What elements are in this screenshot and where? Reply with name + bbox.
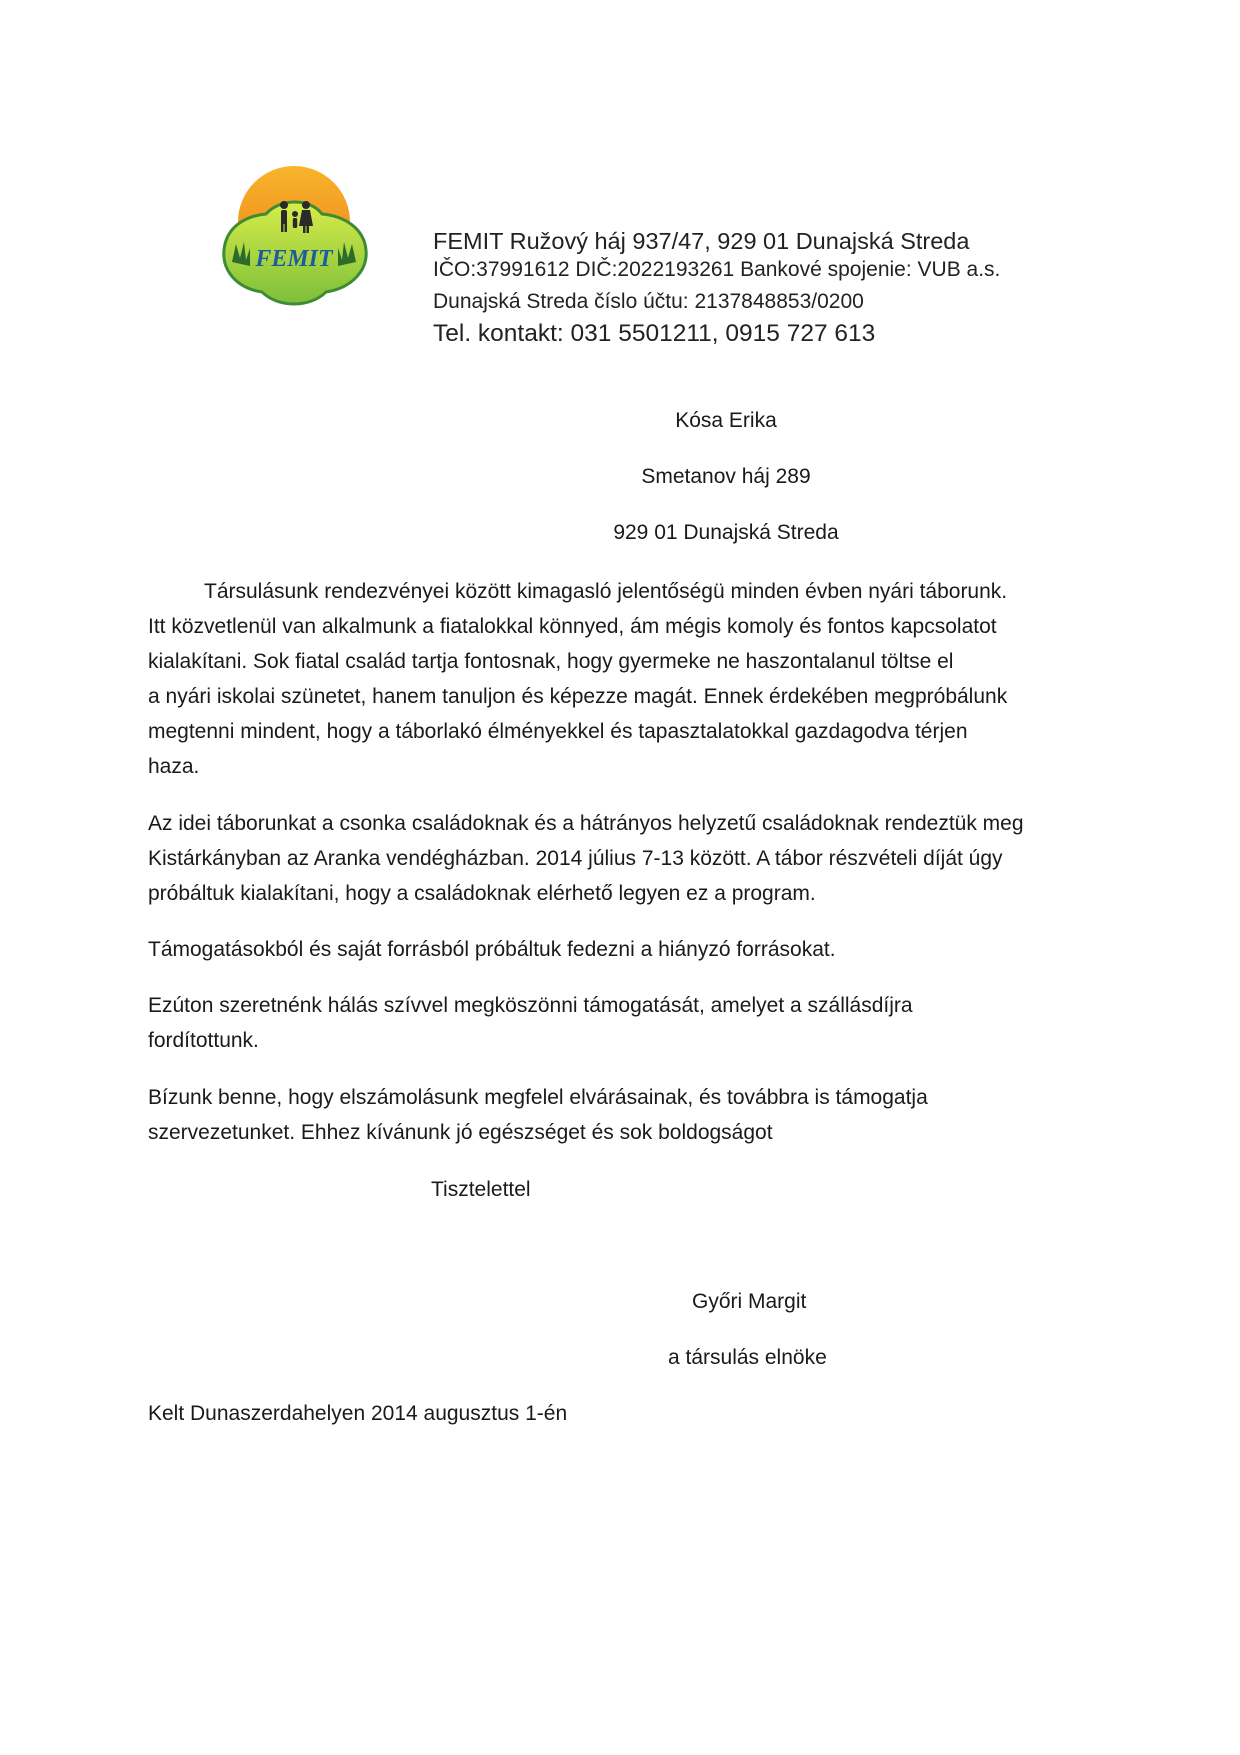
paragraph-5 [148, 1080, 1108, 1150]
logo-text: FEMIT [255, 246, 333, 272]
paragraph-line: Kistárkányban az Aranka vendégházban. 2014 július 7-13 között. A tábor részvételi díját úgy [148, 847, 1003, 870]
recipient-name: Kósa Erika [675, 409, 777, 432]
signer-title: a társulás elnöke [668, 1346, 827, 1369]
paragraph-line: kialakítani. Sok fiatal család tartja fontosnak, hogy gyermeke ne haszontalanul töltse el [148, 650, 954, 673]
paragraph-line: Az idei táborunkat a csonka családoknak és a hátrányos helyzetű családoknak rendeztük meg [148, 812, 1024, 835]
recipient-city: 929 01 Dunajská Streda [613, 521, 839, 544]
femit-logo [214, 158, 374, 312]
paragraph-line: a nyári iskolai szünetet, hanem tanuljon és képezze magát. Ennek érdekében megpróbálunk [148, 685, 1008, 708]
paragraph-line: Itt közvetlenül van alkalmunk a fiatalokkal könnyed, ám mégis komoly és fontos kapcsolatot [148, 615, 997, 638]
paragraph-line: fordítottunk. [148, 1029, 259, 1052]
org-phone: Tel. kontakt: 031 5501211, 0915 727 613 [433, 320, 876, 347]
org-address: FEMIT Ružový háj 937/47, 929 01 Dunajská Streda [433, 228, 970, 254]
paragraph-line: haza. [148, 755, 200, 778]
signer-name: Győri Margit [692, 1290, 807, 1313]
paragraph-line: szervezetunket. Ehhez kívánunk jó egészséget és sok boldogságot [148, 1121, 773, 1144]
paragraph-line: Támogatásokból és saját forrásból próbáltuk fedezni a hiányzó forrásokat. [148, 938, 836, 961]
closing-regards: Tisztelettel [431, 1178, 531, 1201]
paragraph-line: Társulásunk rendezvényei között kimagasló jelentőségü minden évben nyári táborunk. [204, 580, 1008, 603]
org-ids: IČO:37991612 DIČ:2022193261 Bankové spojenie: VUB a.s. [433, 258, 1001, 281]
paragraph-line: Bízunk benne, hogy elszámolásunk megfelel elvárásainak, és továbbra is támogatja [148, 1086, 928, 1109]
paragraph-line: próbáltuk kialakítani, hogy a családoknak elérhető legyen ez a program. [148, 882, 816, 905]
paragraph-4 [148, 988, 1108, 1058]
paragraph-3 [148, 932, 1108, 967]
paragraph-1 [148, 574, 1108, 784]
paragraph-line: Ezúton szeretnénk hálás szívvel megköszönni támogatását, amelyet a szállásdíjra [148, 994, 913, 1017]
date-line: Kelt Dunaszerdahelyen 2014 augusztus 1-én [148, 1402, 568, 1425]
paragraph-line: megtenni mindent, hogy a táborlakó élményekkel és tapasztalatokkal gazdagodva térjen [148, 720, 968, 743]
paragraph-2 [148, 806, 1108, 911]
recipient-street: Smetanov háj 289 [641, 465, 811, 488]
org-bank-account: Dunajská Streda číslo účtu: 2137848853/0200 [433, 290, 864, 313]
